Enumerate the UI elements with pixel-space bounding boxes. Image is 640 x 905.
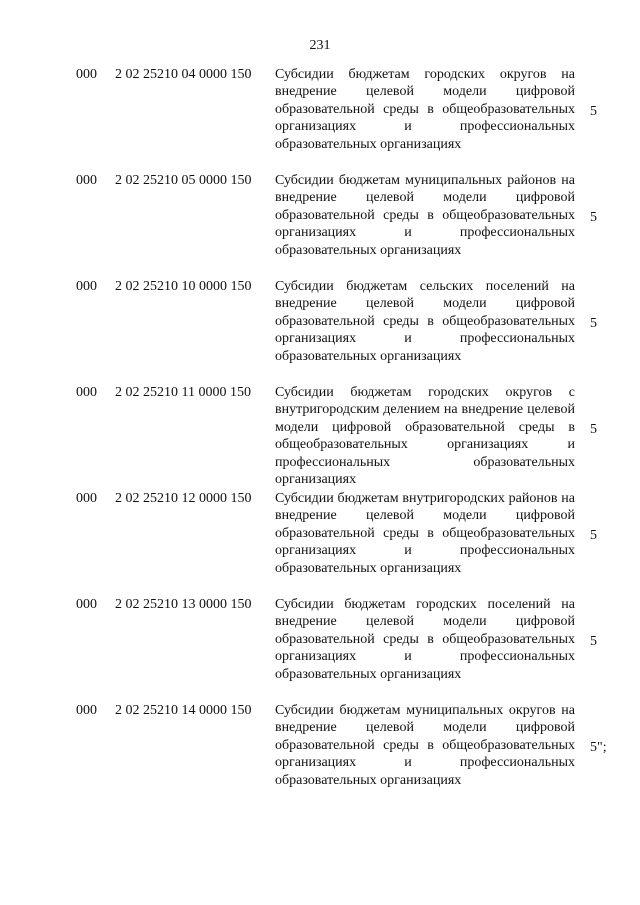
table-row	[0, 66, 640, 172]
classification-code: 2 02 25210 14 0000 150	[115, 703, 252, 718]
classification-code: 2 02 25210 05 0000 150	[115, 173, 252, 188]
income-name: Субсидии бюджетам внутригородских районов на внедрение целевой модели цифровой образовательной среды в общеобразовательных организациях и профессиональных образовательных организациях	[275, 491, 575, 576]
admin-code: 000	[76, 385, 97, 400]
classification-code: 2 02 25210 13 0000 150	[115, 597, 252, 612]
admin-code: 000	[76, 491, 97, 506]
admin-code: 000	[76, 703, 97, 718]
table-row	[0, 278, 640, 384]
admin-code: 000	[76, 597, 97, 612]
note-value: 5	[590, 316, 597, 331]
table-row	[0, 172, 640, 278]
note-value: 5	[590, 634, 597, 649]
classification-code: 2 02 25210 04 0000 150	[115, 67, 252, 82]
admin-code: 000	[76, 279, 97, 294]
note-value: 5	[590, 210, 597, 225]
income-name: Субсидии бюджетам городских округов на внедрение целевой модели цифровой образовательной среды в общеобразовательных организациях и профессиональных образовательных организациях	[275, 67, 575, 152]
page-number: 231	[309, 38, 331, 53]
income-name: Субсидии бюджетам сельских поселений на внедрение целевой модели цифровой образовательной среды в общеобразовательных организациях и профессиональных образовательных организациях	[275, 279, 575, 364]
table-row	[0, 596, 640, 702]
classification-code: 2 02 25210 11 0000 150	[115, 385, 251, 400]
classification-code: 2 02 25210 12 0000 150	[115, 491, 252, 506]
note-value: 5";	[590, 740, 607, 755]
note-value: 5	[590, 422, 597, 437]
note-value: 5	[590, 528, 597, 543]
income-name: Субсидии бюджетам муниципальных районов на внедрение целевой модели цифровой образовательной среды в общеобразовательных организациях и профессиональных образовательных организациях	[275, 173, 575, 258]
table-row	[0, 384, 640, 490]
table-row	[0, 490, 640, 596]
table-row	[0, 702, 640, 808]
note-value: 5	[590, 104, 597, 119]
budget-classification-table	[0, 66, 640, 808]
income-name: Субсидии бюджетам городских поселений на внедрение целевой модели цифровой образовательной среды в общеобразовательных организациях и профессиональных образовательных организациях	[275, 597, 575, 682]
admin-code: 000	[76, 173, 97, 188]
admin-code: 000	[76, 67, 97, 82]
classification-code: 2 02 25210 10 0000 150	[115, 279, 252, 294]
income-name: Субсидии бюджетам городских округов с внутригородским делением на внедрение целевой модели цифровой образовательной среды в общеобразовательных организациях и профессиональных образовательных организациях	[275, 385, 575, 488]
income-name: Субсидии бюджетам муниципальных округов на внедрение целевой модели цифровой образовательной среды в общеобразовательных организациях и профессиональных образовательных организациях	[275, 703, 575, 788]
